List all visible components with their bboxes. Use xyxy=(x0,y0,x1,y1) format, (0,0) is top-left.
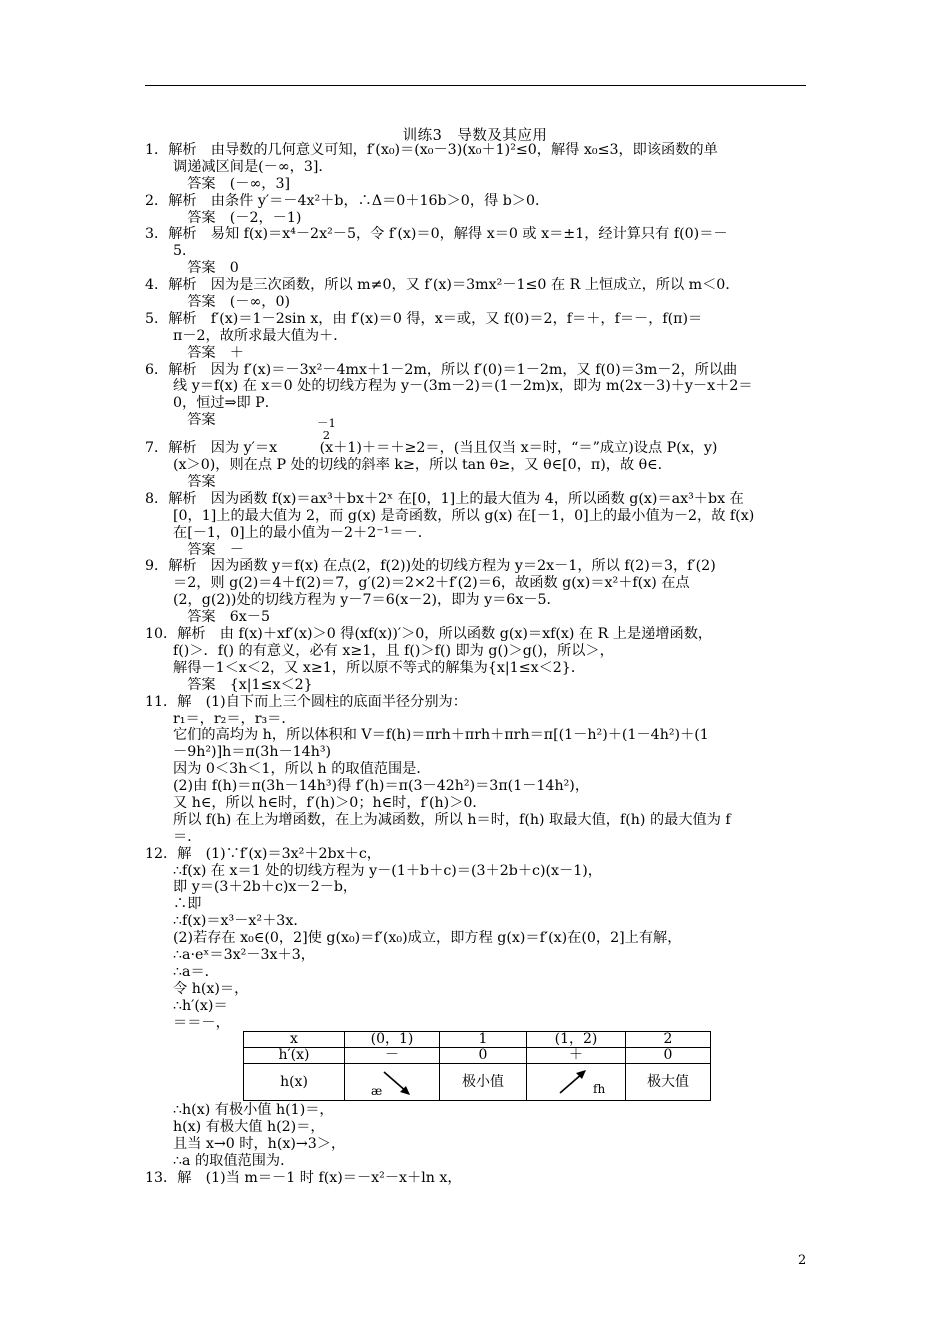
exponent-top: －1 xyxy=(317,416,336,431)
text-line: ∴a·eˣ＝3x²－3x＋3， xyxy=(173,946,315,963)
text-line: 6．解析 因为 f′(x)＝－3x²－4mx＋1－2m，所以 f′(0)＝1－2m，又 f(0)＝3m－2，所以曲 xyxy=(145,361,738,378)
text-line: 2．解析 由条件 y′＝－4x²＋b，∴Δ＝0＋16b＞0，得 b＞0． xyxy=(145,192,550,209)
text-line: 又 h∈，所以 h∈时，f′(h)＞0；h∈时，f′(h)＞0． xyxy=(173,794,487,811)
text-line: 所以 f(h) 在上为增函数，在上为减函数，所以 h＝时，f(h) 取最大值，f(h) 的最大值为 f xyxy=(173,811,731,828)
text-line: ＝2，则 g(2)＝4＋f(2)＝7，g′(2)＝2×2＋f′(2)＝6，故函数 g(x)＝x²＋f(x) 在点 xyxy=(173,575,690,592)
text-line: (2)由 f(h)＝π(3h－14h³)得 f′(h)＝π(3－42h²)＝3π(1－14h²)， xyxy=(173,778,590,795)
page-number: 2 xyxy=(798,1253,807,1268)
text-line: 13．解 (1)当 m＝－1 时 f(x)＝－x²－x＋ln x， xyxy=(145,1169,462,1186)
text-line: 它们的高均为 h，所以体积和 V＝f(h)＝πrh＋πrh＋πrh＝π[(1－h²)＋(1－4h²)＋(1 xyxy=(173,727,709,744)
solutions-body xyxy=(145,142,815,1187)
text-line: ＝． xyxy=(173,828,202,845)
answer-line: 答案 ＋ xyxy=(173,344,244,361)
text-line: 令 h(x)＝， xyxy=(173,980,249,997)
text-line: 在[－1，0]上的最小值为－2＋2⁻¹＝－． xyxy=(173,524,432,541)
text-line: 调递减区间是(－∞，3]． xyxy=(173,158,333,175)
text-line: (2)若存在 x₀∈(0，2]使 g(x₀)＝f′(x₀)成立，即方程 g(x)＝f′(x)在(0，2]上有解， xyxy=(173,930,682,947)
text-line: (x＞0)，则在点 P 处的切线的斜率 k≥，所以 tan θ≥，又 θ∈[0，π)，故 θ∈． xyxy=(173,457,672,474)
table-cell: 1 xyxy=(440,1032,527,1048)
answer-line: 答案 (－∞，3] xyxy=(173,175,291,192)
page-title: 训练3 导数及其应用 xyxy=(402,128,548,144)
text-line: 7．解析 因为 y′＝x (x＋1)＋＝＋≥2＝，(当且仅当 x＝时，“＝”成立)设点 P(x，y) xyxy=(145,440,718,457)
increasing-cell xyxy=(527,1064,626,1101)
table-cell: 0 xyxy=(440,1048,527,1064)
decreasing-cell xyxy=(345,1064,440,1101)
text-line: 0，恒过⇒即 P． xyxy=(173,395,279,412)
table-row xyxy=(244,1048,711,1064)
exponent-bottom: 2 xyxy=(322,428,331,443)
table-cell: － xyxy=(345,1048,440,1064)
text-line: 5．解析 f′(x)＝1－2sin x，由 f′(x)＝0 得，x＝或，又 f(0)＝2，f＝＋，f＝－，f(π)＝ xyxy=(145,310,703,327)
table-cell: x xyxy=(244,1032,345,1048)
table-cell: h(x) xyxy=(244,1064,345,1101)
answer-line: 答案 xyxy=(173,474,216,491)
text-line: 4．解析 因为是三次函数，所以 m≠0，又 f′(x)＝3mx²－1≤0 在 R 上恒成立，所以 m＜0． xyxy=(145,277,740,294)
table-cell: ＋ xyxy=(527,1048,626,1064)
text-line: π－2，故所求最大值为＋． xyxy=(173,327,348,344)
text-line: ∴a 的取值范围为． xyxy=(173,1153,295,1170)
table-cell: 0 xyxy=(626,1048,711,1064)
text-line: －9h²)]h＝π(3h－14h³) xyxy=(173,744,332,761)
table-row xyxy=(244,1064,711,1101)
text-line: 线 y＝f(x) 在 x＝0 处的切线方程为 y－(3m－2)＝(1－2m)x，即为 m(2x－3)＋y－x＋2＝ xyxy=(173,378,753,395)
text-line: ∴h′(x)＝ xyxy=(173,997,228,1014)
answer-line: 答案 (－2，－1) xyxy=(173,209,302,226)
text-line: 解得－1＜x＜2，又 x≥1，所以原不等式的解集为{x|1≤x＜2}． xyxy=(173,659,586,676)
table-row xyxy=(244,1032,711,1048)
text-line: h(x) 有极大值 h(2)＝， xyxy=(173,1119,325,1136)
text-line: f()＞．f() 的有意义，必有 x≥1，且 f()＞f() 即为 g()＞g()，所以＞， xyxy=(173,642,614,659)
table-cell: 极大值 xyxy=(626,1064,711,1101)
table-cell: 极小值 xyxy=(440,1064,527,1101)
table-cell: h′(x) xyxy=(244,1048,345,1064)
text-line: ∴f(x)＝x³－x²＋3x． xyxy=(173,913,308,930)
text-line: ∴h(x) 有极小值 h(1)＝， xyxy=(173,1102,334,1119)
answer-line: 答案 {x|1≤x＜2} xyxy=(173,676,313,693)
text-line: ∴f(x) 在 x＝1 处的切线方程为 y－(1＋b＋c)＝(3＋2b＋c)(x－1)， xyxy=(173,862,602,879)
answer-line: 答案 xyxy=(173,412,216,429)
text-line: ∴即 xyxy=(173,896,202,913)
exponent-fraction xyxy=(317,417,336,441)
answer-line: 答案 6x－5 xyxy=(173,609,270,626)
text-line: 且当 x→0 时，h(x)→3＞， xyxy=(173,1136,346,1153)
text-line: 3．解析 易知 f(x)＝x⁴－2x²－5，令 f′(x)＝0，解得 x＝0 或 x＝±1，经计算只有 f(0)＝－ xyxy=(145,226,728,243)
header-rule xyxy=(145,85,806,86)
text-line: ＝＝－， xyxy=(173,1014,230,1031)
glyph-mark: fh xyxy=(593,1082,606,1097)
variation-table xyxy=(243,1031,711,1101)
text-line: 8．解析 因为函数 f(x)＝ax³＋bx＋2ˣ 在[0，1]上的最大值为 4，所以函数 g(x)＝ax³＋bx 在 xyxy=(145,490,744,507)
text-line: 即 y＝(3＋2b＋c)x－2－b， xyxy=(173,879,358,896)
text-line: 11．解 (1)自下而上三个圆柱的底面半径分别为： xyxy=(145,693,467,710)
text-line: 10．解析 由 f(x)＋xf′(x)＞0 得(xf(x))′＞0，所以函数 g(x)＝xf(x) 在 R 上是递增函数， xyxy=(145,626,713,643)
text-line: ∴a＝． xyxy=(173,963,219,980)
arrow-up-right-icon xyxy=(557,1068,589,1096)
text-line: 12．解 (1)∵f′(x)＝3x²＋2bx＋c， xyxy=(145,845,381,862)
text-line: (2，g(2))处的切线方程为 y－7＝6(x－2)，即为 y＝6x－5． xyxy=(173,592,561,609)
text-line: 因为 0＜3h＜1，所以 h 的取值范围是． xyxy=(173,761,431,778)
answer-line: 答案 0 xyxy=(173,260,239,277)
answer-line: 答案 － xyxy=(173,541,244,558)
answer-line: 答案 (－∞，0) xyxy=(173,294,291,311)
glyph-mark: æ xyxy=(371,1084,383,1099)
table-cell: 2 xyxy=(626,1032,711,1048)
text-line: [0，1]上的最大值为 2，而 g(x) 是奇函数，所以 g(x) 在[－1，0]上的最小值为－2，故 f(x) xyxy=(173,507,755,524)
table-cell: (1，2) xyxy=(527,1032,626,1048)
arrow-down-right-icon xyxy=(381,1069,413,1097)
text-line: 5． xyxy=(173,243,197,260)
text-line: 1．解析 由导数的几何意义可知，f′(x₀)＝(x₀－3)(x₀＋1)²≤0，解得 x₀≤3，即该函数的单 xyxy=(145,142,718,158)
text-line: 9．解析 因为函数 y＝f(x) 在点(2，f(2))处的切线方程为 y＝2x－1，所以 f(2)＝3，f′(2) xyxy=(145,558,716,575)
text-line: r₁＝，r₂＝，r₃＝． xyxy=(173,710,296,727)
table-cell: (0，1) xyxy=(345,1032,440,1048)
